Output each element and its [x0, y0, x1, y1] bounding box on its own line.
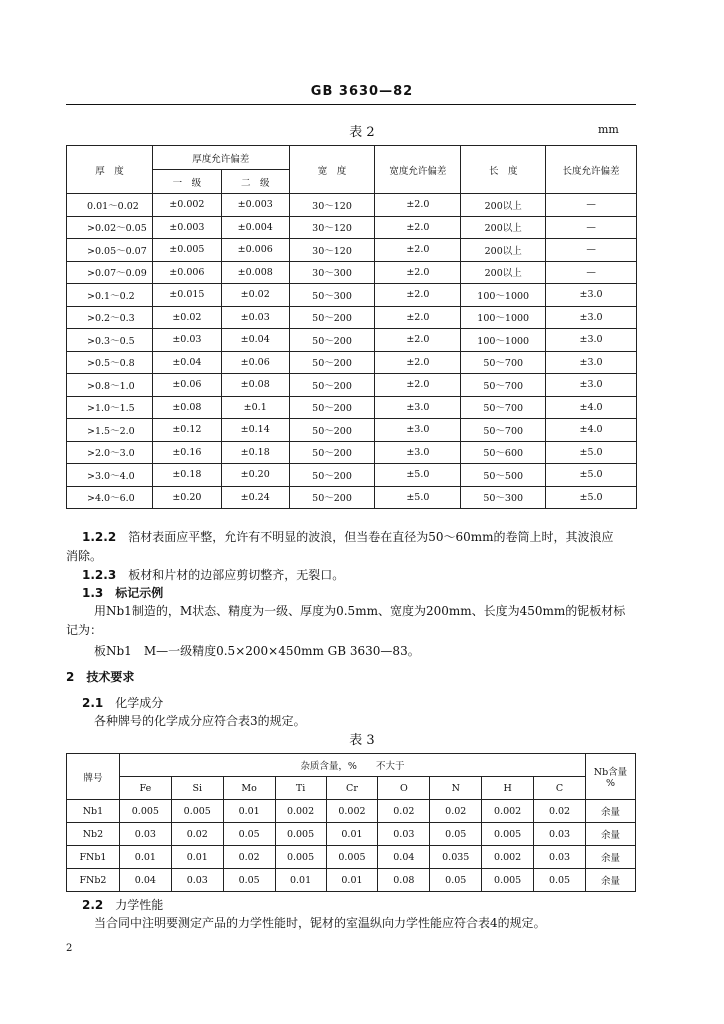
table2-cell: ±0.006: [221, 239, 289, 262]
th-element: O: [378, 777, 430, 800]
table3-cell: 0.005: [326, 846, 378, 869]
table2-cell: ±0.015: [152, 284, 221, 307]
table2-cell: >2.0～3.0: [67, 441, 153, 464]
table2-cell: 30～120: [289, 216, 375, 239]
table2-cell: ±0.24: [221, 486, 289, 509]
table2-cell: 50～200: [289, 351, 375, 374]
th-nb-content: Nb含量 %: [585, 754, 635, 800]
table2-cell: ±3.0: [546, 306, 637, 329]
table2-cell: >1.5～2.0: [67, 419, 153, 442]
table3-cell: 0.02: [534, 800, 586, 823]
table2-cell: >0.05～0.07: [67, 239, 153, 262]
table2-cell: ±0.12: [152, 419, 221, 442]
table2-cell: 50～700: [461, 396, 546, 419]
table3-cell: 0.035: [430, 846, 482, 869]
table2-cell: —: [546, 261, 637, 284]
table2-cell: ±0.1: [221, 396, 289, 419]
table3-row: [67, 869, 636, 892]
table2-cell: —: [546, 216, 637, 239]
table3-row: [67, 800, 636, 823]
table3-cell: 余量: [585, 823, 635, 846]
table3-cell: 0.005: [482, 823, 534, 846]
section-2: 2 技术要求: [66, 670, 135, 684]
table2-cell: ±0.003: [152, 216, 221, 239]
table2-cell: >0.07～0.09: [67, 261, 153, 284]
table3-cell: Nb1: [67, 800, 120, 823]
table2-cell: 30～120: [289, 194, 375, 217]
table3-cell: 0.01: [171, 846, 223, 869]
table2-cell: ±0.06: [221, 351, 289, 374]
table3-cell: 0.03: [119, 823, 171, 846]
table2-cell: ±5.0: [546, 486, 637, 509]
table3-cell: 0.03: [171, 869, 223, 892]
table2-cell: ±0.003: [221, 194, 289, 217]
table3-cell: 0.01: [223, 800, 275, 823]
table2-cell: ±0.14: [221, 419, 289, 442]
table2-cell: ±0.20: [152, 486, 221, 509]
section-1-3: 1.3 标记示例: [82, 586, 164, 600]
para-1-2-2-cont: 消除。: [66, 549, 103, 563]
table2-cell: ±2.0: [375, 351, 461, 374]
table2-cell: ±0.04: [221, 329, 289, 352]
table3-cell: 0.04: [119, 869, 171, 892]
table2-cell: 200以上: [461, 216, 546, 239]
table3-cell: 0.005: [482, 869, 534, 892]
table2-cell: 50～200: [289, 329, 375, 352]
th-element: Mo: [223, 777, 275, 800]
table2-row: [67, 486, 637, 509]
table3-cell: Nb2: [67, 823, 120, 846]
table3-cell: 0.005: [119, 800, 171, 823]
table2-cell: ±5.0: [546, 441, 637, 464]
table2-cell: >0.3～0.5: [67, 329, 153, 352]
table3-cell: 0.04: [378, 846, 430, 869]
table3-cell: 0.01: [119, 846, 171, 869]
table2-caption: 表 2: [349, 125, 375, 140]
table2-cell: ±0.04: [152, 351, 221, 374]
table3-cell: 0.02: [171, 823, 223, 846]
table2-cell: ±2.0: [375, 306, 461, 329]
table2-cell: 50～500: [461, 464, 546, 487]
table2-row: [67, 419, 637, 442]
table2-cell: ±0.20: [221, 464, 289, 487]
th-length-tol: 长度允许偏差: [546, 146, 637, 194]
table3-cell: 0.005: [171, 800, 223, 823]
table3-cell: 0.005: [275, 846, 326, 869]
table2-row: [67, 374, 637, 397]
table2-cell: ±3.0: [546, 284, 637, 307]
table2-cell: >1.0～1.5: [67, 396, 153, 419]
table2-row: [67, 396, 637, 419]
table2-cell: >0.02～0.05: [67, 216, 153, 239]
table2: [66, 145, 637, 509]
table2-cell: 200以上: [461, 194, 546, 217]
table2-row: [67, 441, 637, 464]
table2-cell: ±2.0: [375, 194, 461, 217]
marking-example: 板Nb1 M—一级精度0.5×200×450mm GB 3630—83。: [94, 644, 420, 658]
table3-cell: 余量: [585, 846, 635, 869]
table2-cell: ±5.0: [546, 464, 637, 487]
table2-cell: ±2.0: [375, 284, 461, 307]
table2-cell: 50～200: [289, 419, 375, 442]
table3-cell: FNb1: [67, 846, 120, 869]
table2-cell: ±0.02: [152, 306, 221, 329]
table2-cell: ±0.03: [152, 329, 221, 352]
table2-cell: 50～200: [289, 441, 375, 464]
th-element: C: [534, 777, 586, 800]
table2-row: [67, 351, 637, 374]
table2-cell: 100～1000: [461, 284, 546, 307]
table3-cell: 0.02: [378, 800, 430, 823]
table2-cell: 50～200: [289, 464, 375, 487]
table2-cell: >0.1～0.2: [67, 284, 153, 307]
table2-cell: ±0.16: [152, 441, 221, 464]
th-element: H: [482, 777, 534, 800]
th-element: N: [430, 777, 482, 800]
table2-cell: ±5.0: [375, 486, 461, 509]
table2-cell: 100～1000: [461, 306, 546, 329]
page-number: 2: [66, 943, 73, 954]
table2-cell: 30～300: [289, 261, 375, 284]
table2-cell: 50～200: [289, 396, 375, 419]
table2-cell: ±2.0: [375, 239, 461, 262]
table2-cell: ±3.0: [546, 351, 637, 374]
table2-cell: 100～1000: [461, 329, 546, 352]
table2-cell: ±5.0: [375, 464, 461, 487]
section-2-1: 2.1 化学成分: [82, 696, 164, 710]
table2-cell: ±2.0: [375, 216, 461, 239]
table2-cell: 50～200: [289, 306, 375, 329]
table3-caption: 表 3: [349, 733, 375, 748]
th-element: Cr: [326, 777, 378, 800]
table2-cell: ±0.08: [221, 374, 289, 397]
table2-cell: >3.0～4.0: [67, 464, 153, 487]
table3-cell: 0.01: [275, 869, 326, 892]
table2-cell: ±2.0: [375, 374, 461, 397]
th-grade2: 二 级: [221, 170, 289, 194]
table2-cell: >0.2～0.3: [67, 306, 153, 329]
table3-cell: 0.05: [534, 869, 586, 892]
header-rule: [66, 104, 636, 105]
table2-row: [67, 261, 637, 284]
table2-cell: ±3.0: [375, 441, 461, 464]
table2-cell: 0.01～0.02: [67, 194, 153, 217]
table2-cell: —: [546, 194, 637, 217]
table2-cell: 200以上: [461, 261, 546, 284]
table3-cell: 0.002: [482, 800, 534, 823]
table2-cell: ±0.06: [152, 374, 221, 397]
table2-cell: ±0.02: [221, 284, 289, 307]
table2-cell: 50～700: [461, 419, 546, 442]
table2-cell: ±2.0: [375, 261, 461, 284]
table2-cell: 50～300: [461, 486, 546, 509]
section-2-2: 2.2 力学性能: [82, 898, 164, 912]
table3-cell: 0.03: [378, 823, 430, 846]
table2-row: [67, 284, 637, 307]
table2-cell: ±3.0: [546, 329, 637, 352]
th-element: Si: [171, 777, 223, 800]
table2-row: [67, 239, 637, 262]
para-1-2-3: 1.2.3 板材和片材的边部应剪切整齐，无裂口。: [82, 568, 345, 582]
table2-cell: >0.5～0.8: [67, 351, 153, 374]
table2-row: [67, 329, 637, 352]
th-element: Ti: [275, 777, 326, 800]
th-grade1: 一 级: [152, 170, 221, 194]
table3-cell: 0.02: [223, 846, 275, 869]
table2-cell: ±4.0: [546, 396, 637, 419]
table2-cell: ±0.008: [221, 261, 289, 284]
table3-cell: 0.05: [430, 823, 482, 846]
table2-cell: ±0.03: [221, 306, 289, 329]
table3: [66, 753, 636, 892]
table2-cell: ±4.0: [546, 419, 637, 442]
th-thickness-tol: 厚度允许偏差: [152, 146, 289, 170]
table3-cell: 0.002: [275, 800, 326, 823]
table2-cell: 50～200: [289, 374, 375, 397]
table3-cell: 余量: [585, 869, 635, 892]
th-width: 宽 度: [289, 146, 375, 194]
table3-row: [67, 823, 636, 846]
table3-cell: FNb2: [67, 869, 120, 892]
table2-cell: ±0.18: [152, 464, 221, 487]
th-thickness: 厚 度: [67, 146, 153, 194]
table3-cell: 0.01: [326, 869, 378, 892]
table2-cell: ±3.0: [375, 396, 461, 419]
table2-cell: —: [546, 239, 637, 262]
th-impurity: 杂质含量，% 不大于: [119, 754, 585, 777]
table2-cell: ±0.006: [152, 261, 221, 284]
table3-cell: 0.005: [275, 823, 326, 846]
table2-cell: ±0.005: [152, 239, 221, 262]
table2-cell: ±0.08: [152, 396, 221, 419]
table2-cell: ±0.002: [152, 194, 221, 217]
table2-cell: 50～300: [289, 284, 375, 307]
standard-header: GB 3630—82: [310, 84, 414, 99]
table3-cell: 0.05: [430, 869, 482, 892]
table2-cell: ±3.0: [546, 374, 637, 397]
table2-row: [67, 306, 637, 329]
para-1-2-2: 1.2.2 箔材表面应平整，允许有不明显的波浪，但当卷在直径为50～60mm的卷筒上时，其波浪应: [82, 530, 614, 544]
table3-cell: 余量: [585, 800, 635, 823]
table2-unit: mm: [598, 123, 619, 136]
table3-cell: 0.02: [430, 800, 482, 823]
table2-cell: ±3.0: [375, 419, 461, 442]
para-1-3-line2: 记为：: [66, 623, 103, 637]
table3-cell: 0.002: [326, 800, 378, 823]
table2-row: [67, 194, 637, 217]
table2-cell: ±0.18: [221, 441, 289, 464]
para-1-3-line1: 用Nb1制造的，M状态、精度为一级、厚度为0.5mm、宽度为200mm、长度为450mm的铌板材标: [94, 604, 626, 618]
table2-row: [67, 216, 637, 239]
table3-row: [67, 846, 636, 869]
th-length: 长 度: [461, 146, 546, 194]
table2-cell: 50～700: [461, 351, 546, 374]
table2-cell: ±2.0: [375, 329, 461, 352]
table2-cell: 50～700: [461, 374, 546, 397]
table3-cell: 0.08: [378, 869, 430, 892]
table2-cell: >4.0～6.0: [67, 486, 153, 509]
th-width-tol: 宽度允许偏差: [375, 146, 461, 194]
table2-cell: 200以上: [461, 239, 546, 262]
table2-cell: 50～200: [289, 486, 375, 509]
table3-cell: 0.03: [534, 823, 586, 846]
para-2-2: 当合同中注明要测定产品的力学性能时，铌材的室温纵向力学性能应符合表4的规定。: [94, 916, 546, 930]
para-2-1: 各种牌号的化学成分应符合表3的规定。: [94, 714, 306, 728]
table2-cell: >0.8～1.0: [67, 374, 153, 397]
table3-cell: 0.03: [534, 846, 586, 869]
table2-cell: ±0.004: [221, 216, 289, 239]
table3-cell: 0.05: [223, 823, 275, 846]
table3-cell: 0.002: [482, 846, 534, 869]
table2-row: [67, 464, 637, 487]
table2-cell: 50～600: [461, 441, 546, 464]
table2-cell: 30～120: [289, 239, 375, 262]
th-element: Fe: [119, 777, 171, 800]
table3-cell: 0.05: [223, 869, 275, 892]
table3-cell: 0.01: [326, 823, 378, 846]
th-grade: 牌号: [67, 754, 120, 800]
